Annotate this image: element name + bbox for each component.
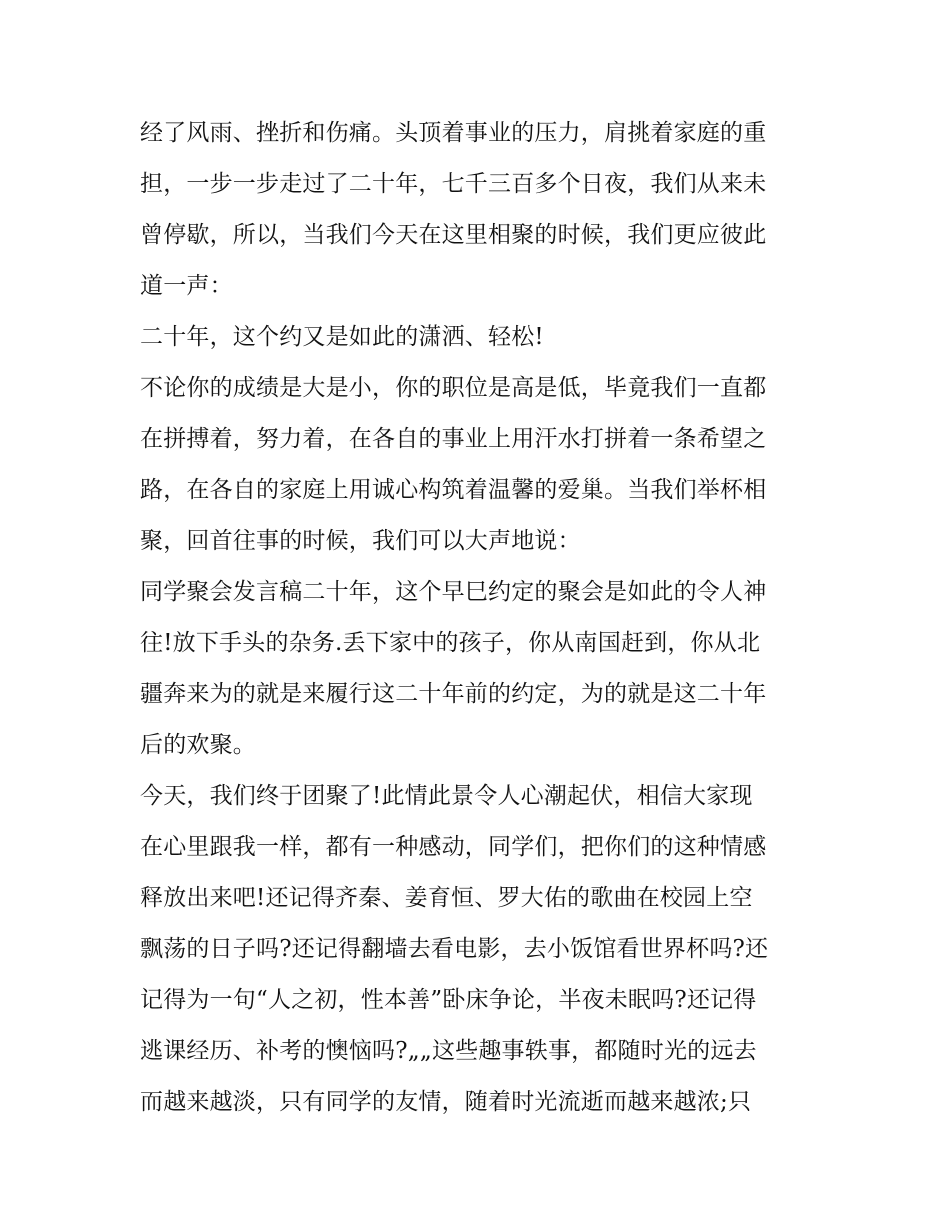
text-line: 释放出来吧!还记得齐秦、姜育恒、罗大佑的歌曲在校园上空 xyxy=(140,885,753,911)
text-line: 道一声： xyxy=(140,273,233,299)
text-line: 后的欢聚。 xyxy=(140,732,256,758)
document-body xyxy=(140,108,812,1128)
text-line: 在拼搏着，努力着，在各自的事业上用汗水打拼着一条希望之 xyxy=(140,426,767,452)
text-line: 往!放下手头的杂务.丢下家中的孩子，你从南国赶到，你从北 xyxy=(140,630,761,656)
text-line: 担，一步一步走过了二十年，七千三百多个日夜，我们从来未 xyxy=(140,171,767,197)
text-line: 二十年，这个约又是如此的潇洒、轻松! xyxy=(140,324,544,350)
text-line: 而越来越淡，只有同学的友情，随着时光流逝而越来越浓;只 xyxy=(140,1089,752,1115)
text-line: 在心里跟我一样，都有一种感动，同学们，把你们的这种情感 xyxy=(140,834,767,860)
text-line: 疆奔来为的就是来履行这二十年前的约定，为的就是这二十年 xyxy=(140,681,767,707)
text-line: 不论你的成绩是大是小，你的职位是高是低，毕竟我们一直都 xyxy=(140,375,767,401)
text-line: 记得为一句“人之初，性本善”卧床争论，半夜未眠吗?还记得 xyxy=(140,987,757,1013)
text-line: 经了风雨、挫折和伤痛。头顶着事业的压力，肩挑着家庭的重 xyxy=(140,120,767,146)
text-line: 飘荡的日子吗?还记得翻墙去看电影，去小饭馆看世界杯吗?还 xyxy=(140,936,769,962)
text-line: 路，在各自的家庭上用诚心构筑着温馨的爱巢。当我们举杯相 xyxy=(140,477,767,503)
text-line: 曾停歇，所以，当我们今天在这里相聚的时候，我们更应彼此 xyxy=(140,222,767,248)
text-line: 逃课经历、补考的懊恼吗?„„这些趣事轶事，都随时光的远去 xyxy=(140,1038,757,1064)
text-line: 今天，我们终于团聚了!此情此景令人心潮起伏，相信大家现 xyxy=(140,783,753,809)
text-line: 聚，回首往事的时候，我们可以大声地说： xyxy=(140,528,581,554)
text-line: 同学聚会发言稿二十年，这个早巳约定的聚会是如此的令人神 xyxy=(140,579,767,605)
